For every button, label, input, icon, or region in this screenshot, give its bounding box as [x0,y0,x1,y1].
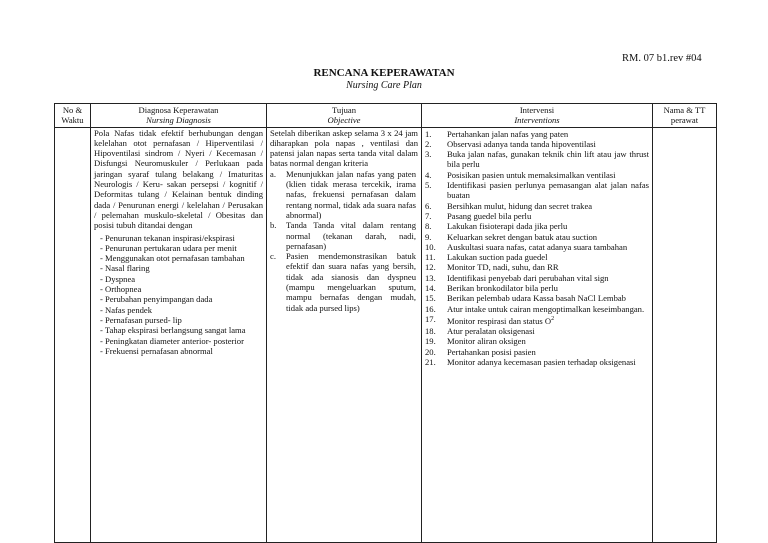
intervention-item [425,221,649,231]
diagnosis-sign-item: - Tahap ekspirasi berlangsung sangat lama [100,325,263,335]
diagnosis-sign-item: - Frekuensi pernafasan abnormal [100,346,263,356]
intervention-text: Monitor TD, nadi, suhu, dan RR [447,262,559,273]
intervention-text: Atur peralatan oksigenasi [447,326,535,337]
intervention-item [425,232,649,242]
objective-intro: Setelah diberikan askep selama 3 x 24 jam diharapkan pola napas , ventilasi dan patensi jalan napas serta tanda vital dalam batas normal dengan kriteria [270,127,418,169]
intervention-number: 14. [425,283,436,294]
diagnosis-text: Pola Nafas tidak efektif berhubungan dengan kelelahan otot pernafasan / Hiperventilasi / Hipoventilasi sindrom / Nyeri / Kecemasan / Disfungsi Neuromuskuler / Perlukaan pada jaringan syaraf tulang belakang / Imaturitas Neurologis / Keru- sakan persepsi / kognitif / Deformitas tulang / Kelainan bentuk dinding dada / Penurunan energi / kelelahan / Perusakan / pelemahan muskulo-skeletal / Obesitas dan posisi tubuh ditandai dengan [94,127,263,231]
intervention-number: 3. [425,149,432,160]
intervention-number: 5. [425,180,432,191]
intervention-text: Bersihkan mulut, hidung dan secret trakea [447,200,593,211]
intervention-text: Monitor respirasi dan status $O^2$ [447,315,555,326]
intervention-number: 11. [425,252,436,263]
document-title: RENCANA KEPERAWATAN [313,67,455,79]
intervention-text: Lakukan suction pada guedel [447,252,548,263]
intervention-text: Pertahankan posisi pasien [447,346,536,357]
objective-criterion [270,251,418,313]
intervention-text: Identifikasi penyebab dari perubahan vital sign [447,272,609,283]
intervention-item [425,252,649,262]
intervention-number: 6. [425,200,432,211]
intervention-number: 16. [425,303,436,314]
header-no-waktu: No & Waktu [55,104,91,128]
cell-diagnosis [91,127,267,542]
intervention-number: 1. [425,128,432,139]
intervention-number: 4. [425,169,432,180]
intervention-text: Berikan pelembab udara Kassa basah NaCl Lembab [447,293,626,304]
criterion-label: c. [270,251,276,262]
criterion-text: Tanda Tanda vital dalam rentang normal (tekanan darah, nadi, pernafasan) [286,220,416,251]
intervention-item [425,242,649,252]
intervention-number: 8. [425,221,432,232]
criterion-text: Menunjukkan jalan nafas yang paten (klien tidak merasa tercekik, irama nafas, frekuensi pernafasan dalam rentang normal, tidak ada suara nafas abnormal) [286,168,416,220]
intervention-item [425,262,649,272]
intervention-number: 2. [425,138,432,149]
intervention-number: 15. [425,293,436,304]
intervention-number: 7. [425,210,432,221]
objective-criteria-list [270,169,418,313]
diagnosis-sign-item: - Orthopnea [100,284,263,294]
diagnosis-sign-item: - Nafas pendek [100,305,263,315]
intervention-number: 12. [425,262,436,273]
cell-interventions [422,127,653,542]
objective-criterion [270,169,418,220]
intervention-text: Auskultasi suara nafas, catat adanya suara tambahan [447,241,628,252]
intervention-item [425,314,649,326]
nursing-care-plan-table [54,103,717,543]
document-subtitle: Nursing Care Plan [346,80,422,91]
criterion-text: Pasien mendemonstrasikan batuk efektif dan suara nafas yang bersih, tidak ada sianosis dan dyspneu (mampu mengeluarkan sputum, mampu bernafas dengan mudah, tidak ada pursed lips) [286,251,416,313]
intervention-number: 21. [425,356,436,367]
header-intervensi-en: Interventions [514,115,560,126]
intervention-text: Atur intake untuk cairan mengoptimalkan keseimbangan. [447,303,645,314]
header-diagnosa-en: Nursing Diagnosis [146,115,211,126]
header-tujuan: Tujuan Objective [267,104,422,128]
intervention-item [425,283,649,293]
intervention-text: Observasi adanya tanda tanda hipoventilasi [447,138,596,149]
document-reference-code: RM. 07 b1.rev #04 [622,53,702,64]
cell-no-waktu [55,127,91,542]
cell-nurse-signature [653,127,717,542]
intervention-item [425,326,649,336]
intervention-item [425,139,649,149]
intervention-number: 13. [425,272,436,283]
diagnosis-sign-item: - Pernafasan pursed- lip [100,315,263,325]
intervention-text: Lakukan fisioterapi dada jika perlu [447,221,568,232]
diagnosis-sign-item: - Penurunan pertukaran udara per menit [100,243,263,253]
table-row [55,127,717,542]
intervention-number: 19. [425,336,436,347]
intervention-number: 18. [425,326,436,337]
intervention-item [425,149,649,170]
intervention-text: Pasang guedel bila perlu [447,210,532,221]
intervention-text: Pertahankan jalan nafas yang paten [447,128,569,139]
intervention-item [425,293,649,303]
intervention-text: Monitor adanya kecemasan pasien terhadap oksigenasi [447,356,636,367]
diagnosis-sign-item: - Perubahan penyimpangan dada [100,294,263,304]
intervention-text: Buka jalan nafas, gunakan teknik chin lift atau jaw thrust bila perlu [447,149,649,170]
criterion-label: b. [270,220,277,231]
intervention-item [425,129,649,139]
intervention-item [425,180,649,201]
intervention-number: 10. [425,241,436,252]
header-tujuan-en: Objective [327,115,361,126]
diagnosis-sign-item: - Dyspnea [100,274,263,284]
intervention-text: Berikan bronkodilator bila perlu [447,283,558,294]
intervention-text: Identifikasi pasien perlunya pemasangan alat jalan nafas buatan [447,180,649,201]
intervention-superscript: 2 [551,315,555,322]
intervention-text: Monitor aliran oksigen [447,336,526,347]
intervention-number: 20. [425,346,436,357]
header-diagnosa: Diagnosa Keperawatan Nursing Diagnosis [91,104,267,128]
header-nama-tt: Nama & TT perawat [653,104,717,128]
diagnosis-sign-item: - Nasal flaring [100,263,263,273]
intervention-item [425,211,649,221]
intervention-item [425,304,649,314]
diagnosis-signs-list [94,233,263,357]
header-nama-tt-sub: perawat [670,115,699,126]
diagnosis-sign-item: - Penurunan tekanan inspirasi/ekspirasi [100,233,263,243]
diagnosis-sign-item: - Peningkatan diameter anterior- posterior [100,336,263,346]
table-header-row [55,104,717,128]
intervention-item [425,201,649,211]
criterion-label: a. [270,168,276,179]
intervention-item [425,273,649,283]
intervention-item [425,357,649,367]
cell-objective [267,127,422,542]
intervention-number: 9. [425,231,432,242]
intervention-item [425,170,649,180]
header-intervensi: Intervensi Interventions [422,104,653,128]
diagnosis-sign-item: - Menggunakan otot pernafasan tambahan [100,253,263,263]
interventions-list [425,129,649,368]
intervention-text: Posisikan pasien untuk memaksimalkan ventilasi [447,169,616,180]
intervention-text: Keluarkan sekret dengan batuk atau suction [447,231,598,242]
objective-criterion [270,220,418,251]
intervention-item [425,336,649,346]
intervention-item [425,347,649,357]
intervention-number: 17. [425,313,436,324]
